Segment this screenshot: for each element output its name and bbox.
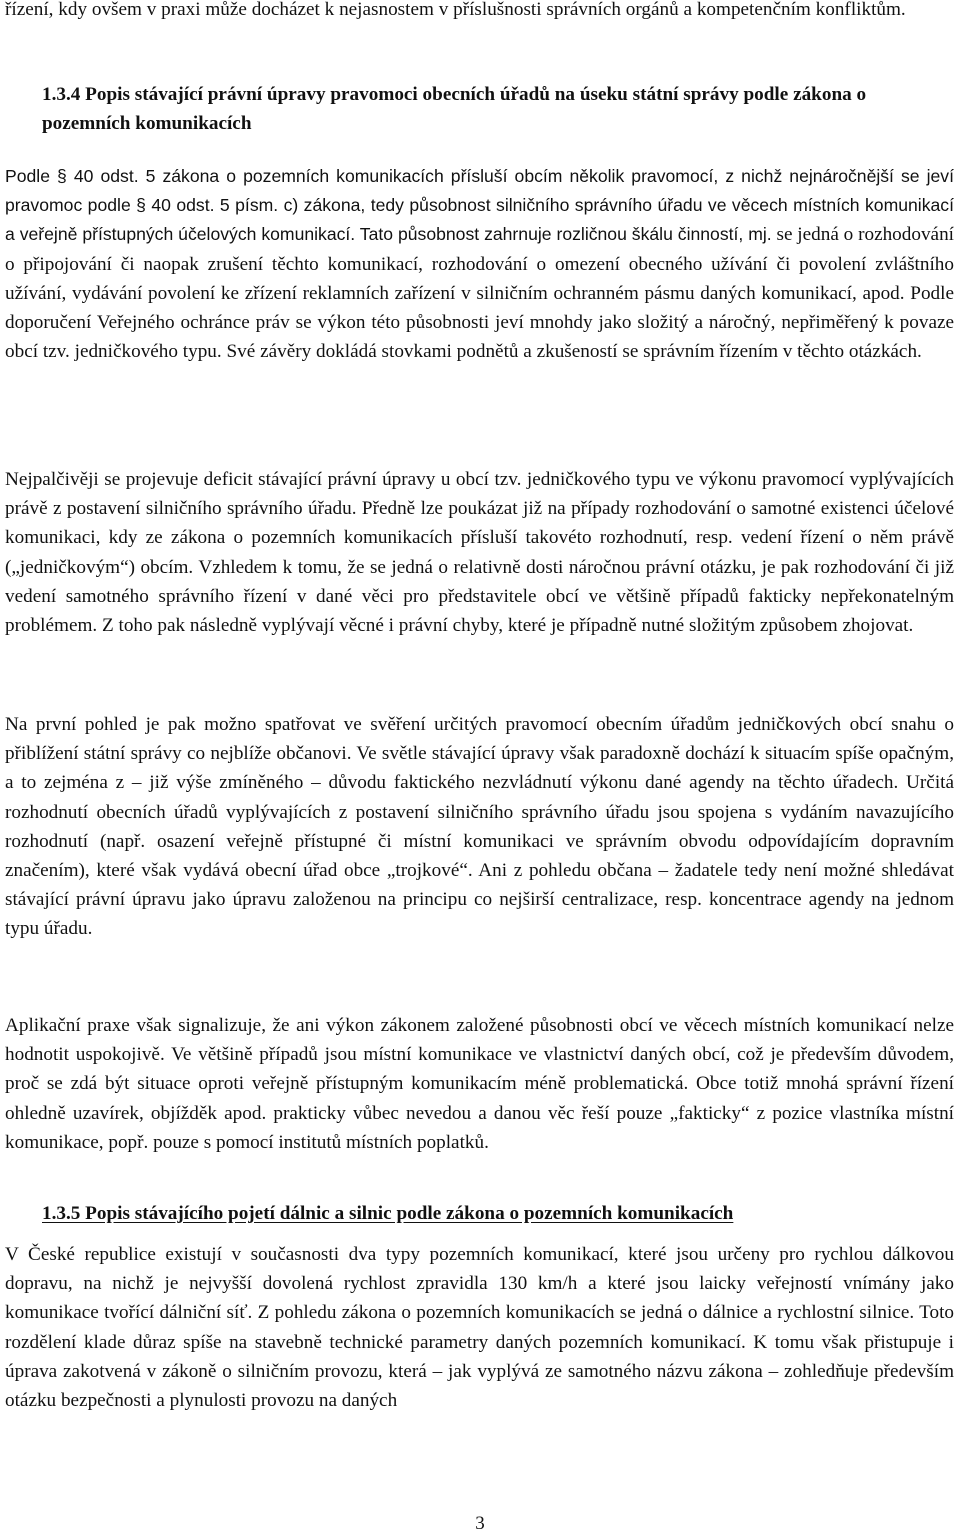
paragraph-aplikacni-praxe: Aplikační praxe však signalizuje, že ani výkon zákonem založené působnosti obcí ve věcech místních komunikací nelze hodnotit uspokojivě. Ve většině případů jsou místní komunikace ve vlastnictví daných obcí, což je především důvodem, proč se zdá být situace oproti veřejně přístupným komunikacím méně problematická. Obce totiž mnohá správní řízení ohledně uzavírek, objížděk apod. prakticky vůbec nevedou a danou věc řeší pouze „fakticky“ z pozice vlastníka místní komunikace, popř. pouze s pomocí institutů místních poplatků. xyxy=(5,1015,954,1153)
paragraph-pravomoci xyxy=(5,162,954,366)
paragraph-pravomoci-serif-part: se jedná o rozhodování o připojování či naopak zrušení těchto komunikací, rozhodování o omezení obecného užívání či povolení zvláštního užívání, vydávání povolení ke zřízení reklamních zařízení v silničním ochranném pásmu daných komunikací, apod. Podle doporučení Veřejného ochránce práv se výkon této působnosti jeví mnohdy jako složitý a náročný, nepřiměřený k povaze obcí tzv. jedničkového typu. Své závěry dokládá stovkami podnětů a zkušeností se správním řízením v těchto otázkách. xyxy=(5,224,955,363)
paragraph-deficit: Nejpalčivěji se projevuje deficit stávající právní úpravy u obcí tzv. jedničkového typu ve výkonu pravomocí vyplývajících právě z postavení silničního správního úřadu. Předně lze poukázat již na případy rozhodování o samotné existenci účelové komunikaci, kdy ze zákona o pozemních komunikacích přísluší takovéto rozhodnutí, resp. vedení řízení o něm právě („jedničkovým“) obcím. Vzhledem k tomu, že se jedná o relativně dosti náročnou právní otázku, je pak rozhodování či již vedení samotného správního řízení v dané věci pro představitele obcí ve většině případů fakticky nepřekonatelným problémem. Z toho pak následně vyplývají věcné i právní chyby, které je případně nutné složitým způsobem zhojovat. xyxy=(5,469,954,637)
section-heading-1-3-4: 1.3.4 Popis stávající právní úpravy pravomoci obecních úřadů na úseku státní správy podle zákona o pozemních komunikacích xyxy=(42,84,867,135)
paragraph-prvni-pohled: Na první pohled je pak možno spatřovat ve svěření určitých pravomocí obecním úřadům jedničkových obcí snahu o přiblížení státní správy co nejblíže občanovi. Ve světle stávající úpravy však paradoxně dochází k situacím spíše opačným, a to zejména z – již výše zmíněného – důvodu faktického nezvládnutí výkonu dané agendy na těchto úřadech. Určitá rozhodnutí obecních úřadů vyplývajících z postavení silničního správního úřadu jsou spojena s vydáním navazujícího rozhodnutí (např. osazení veřejně přístupné či místní komunikaci ve správním obvodu odpovídajícím dopravním značením), které však vydává obecní úřad obce „trojkové“. Ani z pohledu občana – žadatele tedy není možné shledávat stávající právní úpravu jako úpravu založenou na principu co nejširší centralizace, resp. koncentrace agendy na jednom typu úřadu. xyxy=(5,714,954,940)
section-heading-1-3-5: 1.3.5 Popis stávajícího pojetí dálnic a silnic podle zákona o pozemních komunikacích xyxy=(42,1203,734,1224)
paragraph-dalnice: V České republice existují v současnosti dva typy pozemních komunikací, které jsou určeny pro rychlou dálkovou dopravu, na nichž je nejvyšší dovolená rychlost zpravidla 130 km/h a které jsou laicky veřejností vnímány jako komunikace tvořící dálniční síť. Z pohledu zákona o pozemních komunikacích se jedná o dálnice a rychlostní silnice. Toto rozdělení klade důraz spíše na stavebně technické parametry daných pozemních komunikací. K tomu však přistupuje i úprava zakotvená v zákoně o silničním provozu, která – jak vyplývá ze samotného názvu zákona – zohledňuje především otázku bezpečnosti a plynulosti provozu na daných xyxy=(5,1244,954,1412)
paragraph-pravomoci-sans-part: Podle § 40 odst. 5 zákona o pozemních komunikacích přísluší obcím několik pravomocí, z nichž nejnáročnější se jeví pravomoc podle § 40 odst. 5 písm. c) zákona, tedy působnost silničního správního úřadu ve věcech místních komunikací a veřejně přístupných účelových komunikací. Tato působnost zahrnuje rozličnou škálu činností, mj. xyxy=(5,166,954,245)
paragraph-intro-continuation: řízení, kdy ovšem v praxi může docházet k nejasnostem v příslušnosti správních orgánů a kompetenčním konfliktům. xyxy=(5,0,906,20)
page-number: 3 xyxy=(475,1513,485,1534)
